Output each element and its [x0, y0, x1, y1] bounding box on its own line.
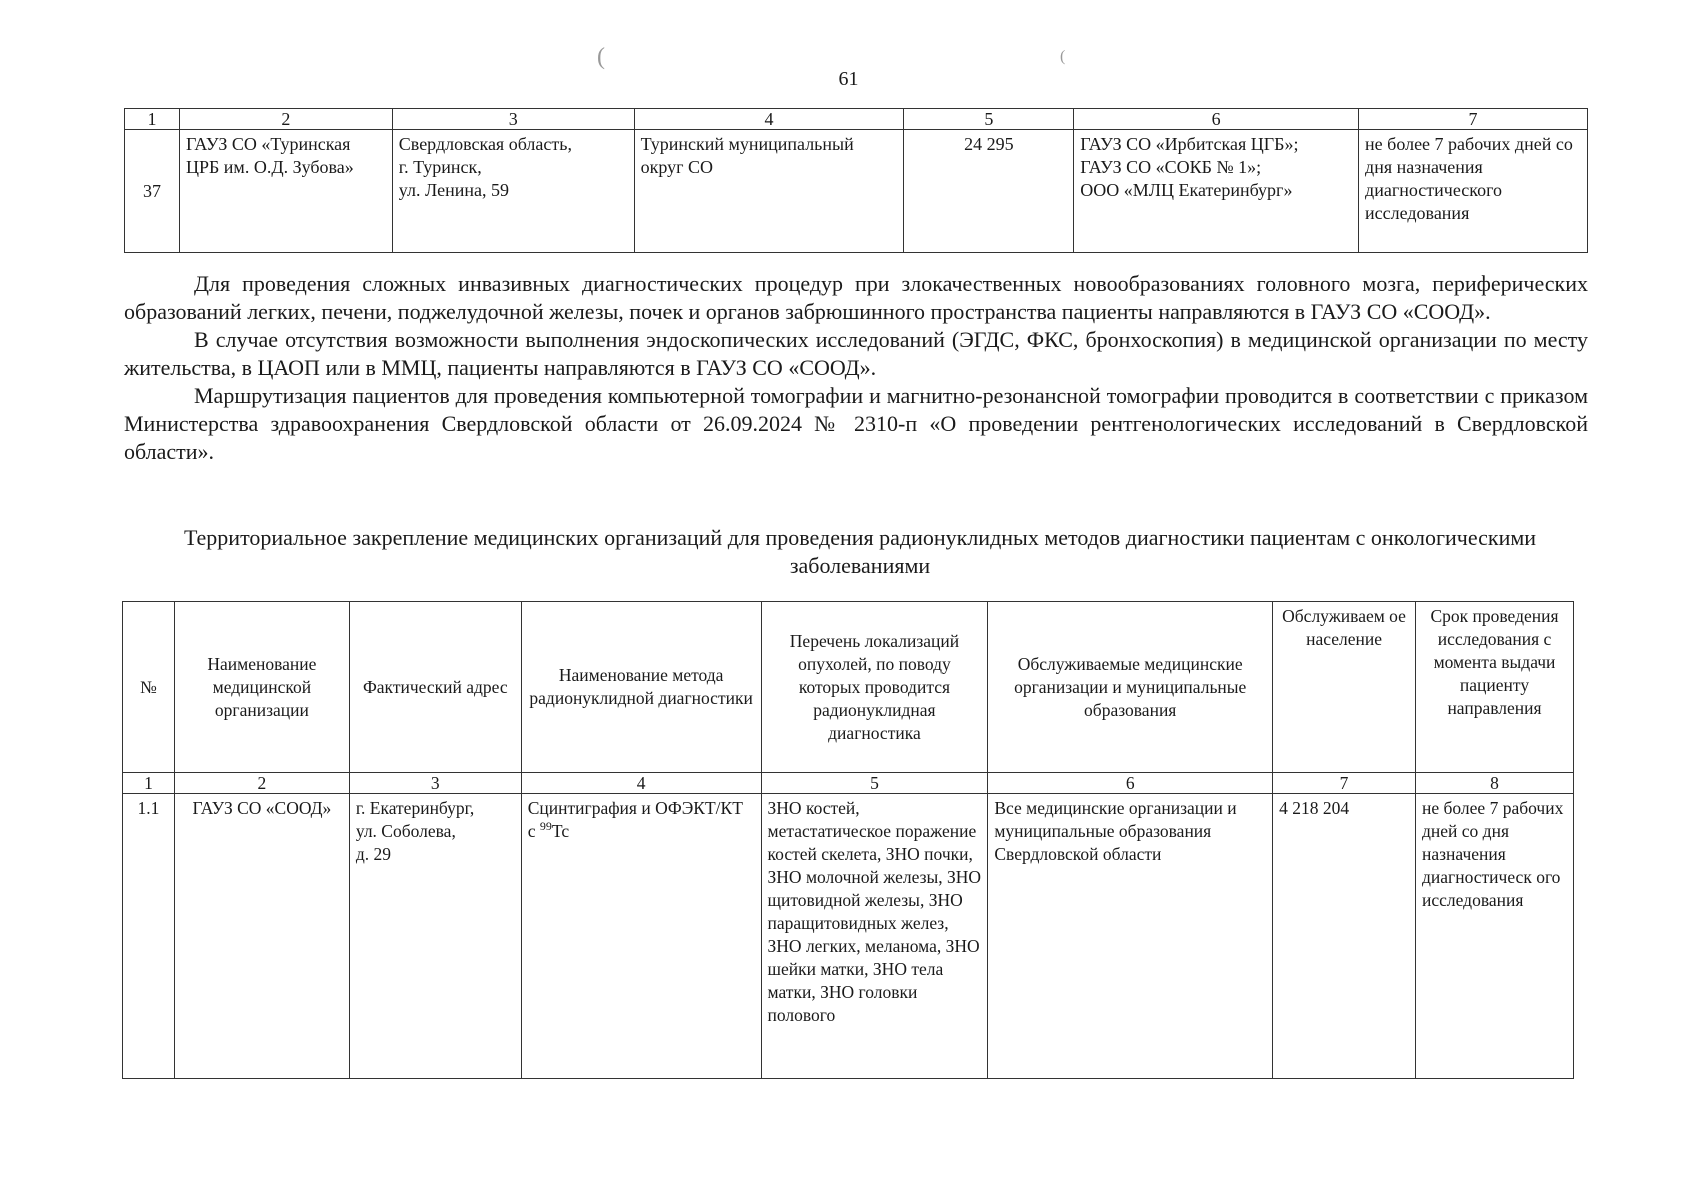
- radionuclide-diagnostics-table: [122, 601, 1574, 1079]
- column-number-row: [123, 773, 1574, 794]
- address: [392, 130, 634, 253]
- column-number: 4: [634, 109, 904, 130]
- population: 24 295: [904, 130, 1074, 253]
- served-line: ГАУЗ СО «Ирбитская ЦГБ»;: [1080, 134, 1299, 154]
- column-number: 1: [125, 109, 180, 130]
- header-cell: №: [123, 602, 175, 773]
- row-number: 37: [125, 130, 180, 253]
- column-number: 5: [904, 109, 1074, 130]
- table-row: [125, 130, 1588, 253]
- column-number: 2: [174, 773, 349, 794]
- header-cell: Наименование медицинской организации: [174, 602, 349, 773]
- header-cell: Фактический адрес: [349, 602, 521, 773]
- isotope-mass-number: 99: [539, 819, 552, 834]
- isotope-symbol: Tc: [551, 821, 570, 841]
- address-line: д. 29: [355, 844, 391, 864]
- scan-artifact-mark: (: [597, 44, 605, 70]
- organization-name: ГАУЗ СО «СООД»: [174, 794, 349, 1079]
- tumor-localizations: ЗНО костей, метастатическое поражение костей скелета, ЗНО почки, ЗНО молочной железы, ЗНО щитовидной железы, ЗНО паращитовидных желез, ЗНО легких, меланома, ЗНО шейки матки, ЗНО тела матки, ЗНО головки полового: [761, 794, 988, 1079]
- page-number: 61: [838, 68, 859, 90]
- routing-table-continued: [124, 108, 1588, 253]
- diagnostic-method: [521, 794, 761, 1079]
- paragraph: Маршрутизация пациентов для проведения компьютерной томографии и магнитно-резонансной томографии проводится в соответствии с приказом Министерства здравоохранения Свердловской области от 26.09.2024 № 2310-п «О проведении рентгенологических исследований в Свердловской области».: [124, 383, 1588, 464]
- body-text: [124, 270, 1588, 466]
- address-line: г. Екатеринбург,: [355, 798, 475, 818]
- column-number: 4: [521, 773, 761, 794]
- header-cell: Перечень локализаций опухолей, по поводу которых проводится радионуклидная диагностика: [761, 602, 988, 773]
- column-number: 3: [349, 773, 521, 794]
- address-line: ул. Соболева,: [355, 821, 456, 841]
- column-number: 6: [988, 773, 1273, 794]
- served-organizations: Все медицинские организации и муниципальные образования Свердловской области: [988, 794, 1273, 1079]
- column-number: 3: [392, 109, 634, 130]
- row-number: 1.1: [123, 794, 175, 1079]
- column-number: 2: [179, 109, 392, 130]
- address-line: Свердловская область,: [398, 134, 572, 154]
- table-row: [123, 794, 1574, 1079]
- column-number: 7: [1359, 109, 1588, 130]
- served-line: ООО «МЛЦ Екатеринбург»: [1080, 180, 1293, 200]
- table-caption: Территориальное закрепление медицинских организаций для проведения радионуклидных методов диагностики пациентам с онкологическими заболеваниями: [183, 525, 1537, 578]
- header-cell: Обслуживаем ое население: [1273, 602, 1416, 773]
- header-cell: Наименование метода радионуклидной диагностики: [521, 602, 761, 773]
- scan-artifact-mark: (: [1060, 48, 1066, 65]
- column-number: 1: [123, 773, 175, 794]
- paragraph: В случае отсутствия возможности выполнения эндоскопических исследований (ЭГДС, ФКС, бронхоскопия) в медицинской организации по месту жительства, в ЦАОП или в ММЦ, пациенты направляются в ГАУЗ СО «СООД».: [124, 327, 1588, 380]
- population: 4 218 204: [1273, 794, 1416, 1079]
- served-line: ГАУЗ СО «СОКБ № 1»;: [1080, 157, 1262, 177]
- paragraph: Для проведения сложных инвазивных диагностических процедур при злокачественных новообразованиях головного мозга, периферических образований легких, печени, поджелудочной железы, почек и органов забрюшинного пространства пациенты направляются в ГАУЗ СО «СООД».: [124, 271, 1588, 324]
- header-row: [123, 602, 1574, 773]
- municipality: Туринский муниципальный округ СО: [634, 130, 904, 253]
- column-number: 6: [1074, 109, 1359, 130]
- header-cell: Срок проведения исследования с момента выдачи пациенту направления: [1416, 602, 1574, 773]
- address-line: ул. Ленина, 59: [398, 180, 509, 200]
- column-number: 7: [1273, 773, 1416, 794]
- deadline: не более 7 рабочих дней со дня назначения диагностического исследования: [1359, 130, 1588, 253]
- column-number-row: [125, 109, 1588, 130]
- column-number: 8: [1416, 773, 1574, 794]
- address-line: г. Туринск,: [398, 157, 482, 177]
- deadline: не более 7 рабочих дней со дня назначения диагностическ ого исследования: [1416, 794, 1574, 1079]
- served-organizations: [1074, 130, 1359, 253]
- method-text: Сцинтиграфия и ОФЭКТ/КТ с: [527, 798, 743, 841]
- header-cell: Обслуживаемые медицинские организации и муниципальные образования: [988, 602, 1273, 773]
- address: [349, 794, 521, 1079]
- column-number: 5: [761, 773, 988, 794]
- organization-name: ГАУЗ СО «Туринская ЦРБ им. О.Д. Зубова»: [179, 130, 392, 253]
